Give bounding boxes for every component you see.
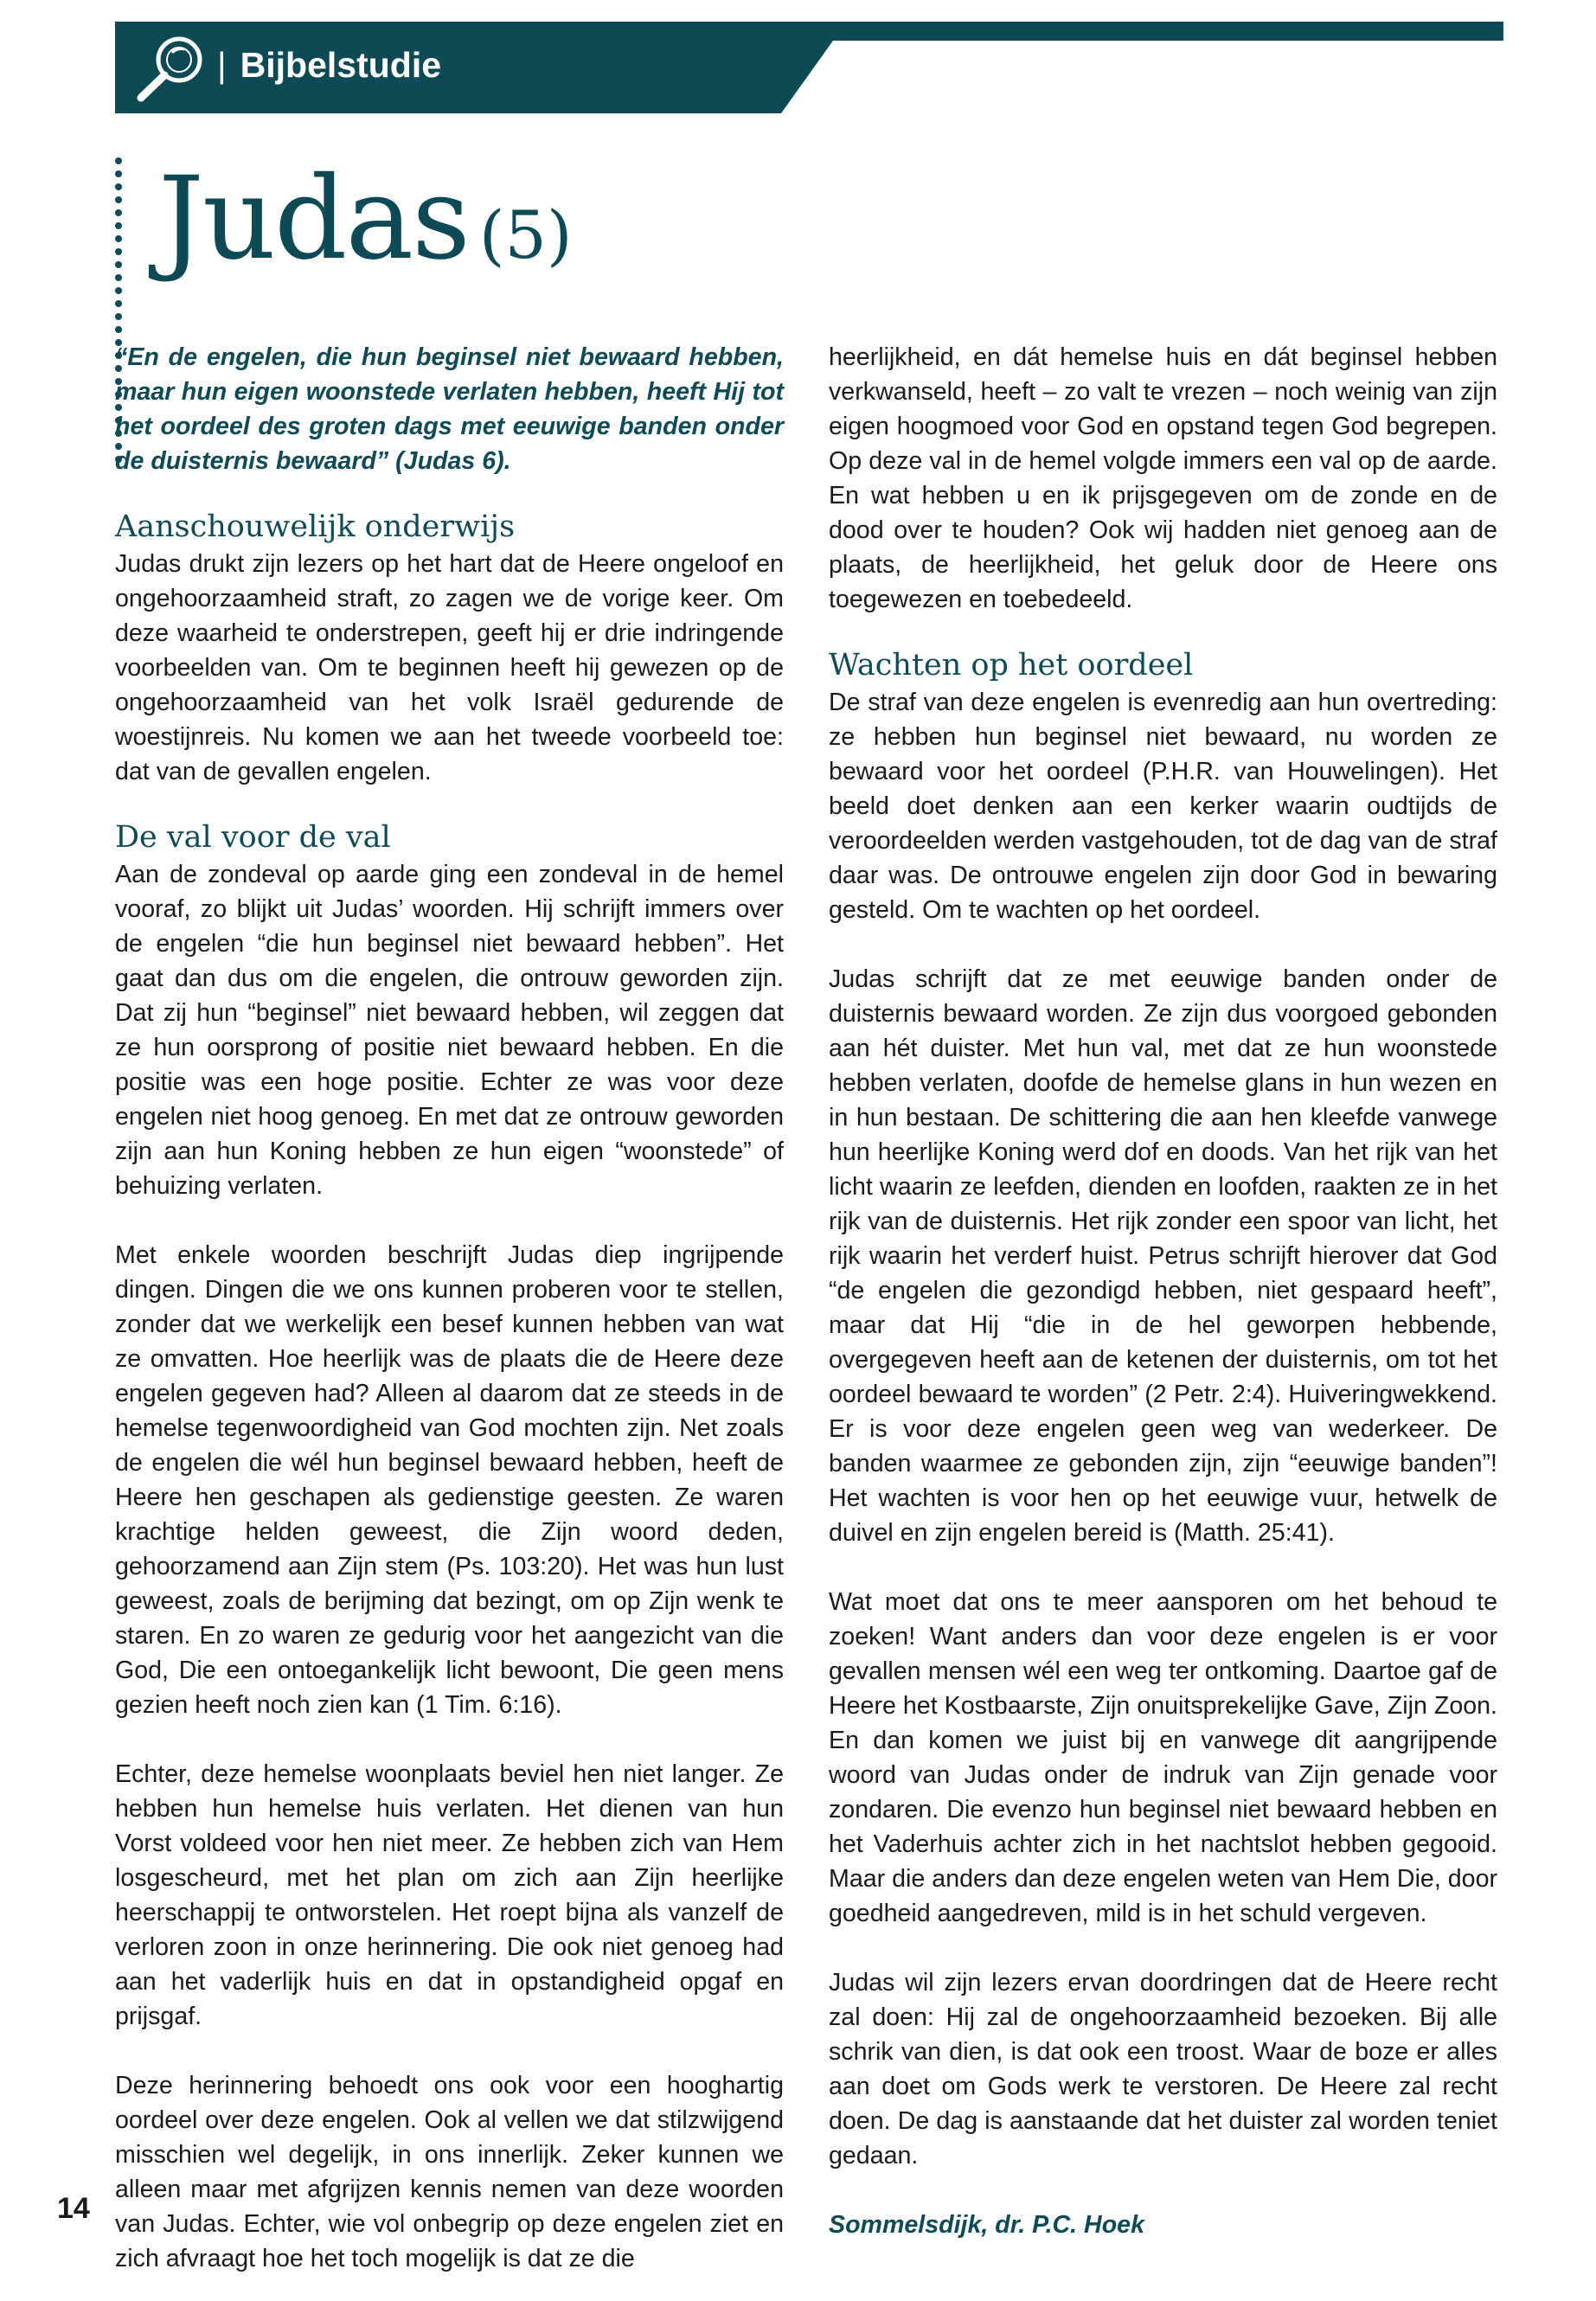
heading-de-val-voor-de-val: De val voor de val bbox=[115, 820, 391, 855]
section-label: Bijbelstudie bbox=[240, 45, 442, 85]
section-title bbox=[217, 39, 441, 91]
magnifier-icon bbox=[132, 32, 210, 105]
paragraph: Deze herinnering behoedt ons ook voor een hooghartig oordeel over deze engelen. Ook al vellen we dat stilzwijgend misschien wel degelijk, in ons innerlijk. Zeker kunnen we alleen maar met afgrijzen kennis nemen van deze woorden van Judas. Echter, wie vol onbegrip op deze engelen ziet en zich afvraagt hoe het toch mogelijk is dat ze die bbox=[115, 2072, 784, 2272]
right-column bbox=[829, 340, 1497, 2242]
paragraph: Judas wil zijn lezers ervan doordringen dat de Heere recht zal doen: Hij zal de ongehoorzaamheid bezoeken. Bij alle schrik van dien, is dat ook een troost. Waar de boze er alles aan doet om Gods werk te verstoren. De Heere zal recht doen. De dag is aanstaande dat het duister zal worden teniet gedaan. bbox=[829, 1969, 1497, 2170]
paragraph: Met enkele woorden beschrijft Judas diep ingrijpende dingen. Dingen die we ons kunnen proberen voor te stellen, zonder dat we werkelijk een besef kunnen hebben van wat ze omvatten. Hoe heerlijk was de plaats die de Heere deze engelen gegeven had? Alleen al daarom dat ze steeds in de hemelse tegenwoordigheid van God mochten zijn. Net zoals de engelen die wél hun beginsel bewaard hebben, heeft de Heere hen geschapen als gedienstige geesten. Ze waren krachtige helden geweest, die Zijn woord deden, gehoorzamend aan Zijn stem (Ps. 103:20). Het was hun lust geweest, zoals de berijming dat bezingt, om op Zijn wenk te staren. En zo waren ze gedurig voor het aangezicht van die God, Die een ontoegankelijk licht bewoont, Die geen mens gezien heeft noch zien kan (1 Tim. 6:16). bbox=[115, 1241, 784, 1719]
paragraph: Judas drukt zijn lezers op het hart dat de Heere ongeloof en ongehoorzaamheid straft, zo zagen we de vorige keer. Om deze waarheid te onderstrepen, geeft hij er drie indringende voorbeelden van. Om te beginnen heeft hij gewezen op de ongehoorzaamheid van het volk Israël gedurende de woestijnreis. Nu komen we aan het tweede voorbeeld toe: dat van de gevallen engelen. bbox=[115, 550, 784, 785]
article-title-number: (5) bbox=[478, 196, 573, 273]
paragraph: Judas schrijft dat ze met eeuwige banden onder de duisternis bewaard worden. Ze zijn dus voorgoed gebonden aan hét duister. Met hun val, met dat ze hun woonstede hebben verlaten, doofde de hemelse glans in hun wezen en in hun bestaan. De schittering die aan hen kleefde vanwege hun heerlijke Koning werd dof en doods. Van het rijk van het licht waarin ze leefden, dienden en loofden, raakten ze in het rijk van de duisternis. Het rijk zonder een spoor van licht, het rijk waarin het verderf huist. Petrus schrijft hierover dat God “de engelen die gezondigd hebben, niet gespaard heeft”, maar dat Hij “die in de hel geworpen hebbende, overgegeven heeft aan de ketenen der duisternis, om tot het oordeel bewaard te worden” (2 Petr. 2:4). Huiveringwekkend. Er is voor deze engelen geen weg van wederkeer. De banden waarmee ze gebonden zijn, zijn “eeuwige banden”! Het wachten is voor hen op het eeuwige vuur, hetwelk de duivel en zijn engelen bereid is (Matth. 25:41). bbox=[829, 965, 1497, 1547]
heading-aanschouwelijk-onderwijs: Aanschouwelijk onderwijs bbox=[115, 510, 516, 544]
paragraph: Aan de zondeval op aarde ging een zondeval in de hemel vooraf, zo blijkt uit Judas’ woorden. Hij schrijft immers over de engelen “die hun beginsel niet bewaard hebben”. Het gaat dan dus om die engelen, die ontrouw geworden zijn. Dat zij hun “beginsel” niet bewaard hebben, wil zeggen dat ze hun oorsprong of positie niet bewaard hebben. En die positie was een hoge positie. Echter ze was voor deze engelen niet hoog genoeg. En met dat ze ontrouw geworden zijn aan hun Koning hebben ze hun eigen “woonstede” of behuizing verlaten. bbox=[115, 861, 784, 1200]
paragraph: heerlijkheid, en dát hemelse huis en dát beginsel hebben verkwanseld, heeft – zo valt te vrezen – noch weinig van zijn eigen hoogmoed voor God en opstand tegen God begrepen. Op deze val in de hemel volgde immers een val op de aarde. En wat hebben u en ik prijsgegeven om de zonde en de dood over te houden? Ook wij hadden niet genoeg aan de plaats, de heerlijkheid, het geluk door de Heere ons toegewezen en toebedeeld. bbox=[829, 343, 1497, 613]
left-column bbox=[115, 340, 784, 2276]
paragraph: Wat moet dat ons te meer aansporen om het behoud te zoeken! Want anders dan voor deze engelen is er voor gevallen mensen wél een weg ter ontkoming. Daartoe gaf de Heere het Kostbaarste, Zijn onuitsprekelijke Gave, Zijn Zoon. En dan komen we juist bij en vanwege dit aangrijpende woord van Judas onder de indruk van Zijn genade voor zondaren. Die evenzo hun beginsel niet bewaard hebben en het Vaderhuis achter zich in het nachtslot hebben gegooid. Maar die anders dan deze engelen weten van Hem Die, door goedheid aangedreven, mild is in het schuld vergeven. bbox=[829, 1588, 1497, 1927]
article-title bbox=[158, 154, 573, 300]
paragraph: Echter, deze hemelse woonplaats beviel hen niet langer. Ze hebben hun hemelse huis verlaten. Het dienen van hun Vorst voldeed voor hen niet meer. Ze hebben zich van Hem losgescheurd, met het plan om zich aan Zijn heerlijke heerschappij te ontworstelen. Het roept bijna als vanzelf de verloren zoon in onze herinnering. Die ook niet genoeg had aan het vaderlijk huis en dat in opstandigheid opgaf en prijsgaf. bbox=[115, 1760, 784, 2030]
author-signature: Sommelsdijk, dr. P.C. Hoek bbox=[829, 2211, 1144, 2239]
article-title-main: Judas bbox=[158, 152, 469, 285]
title-separator: | bbox=[217, 45, 227, 85]
page-number: 14 bbox=[57, 2192, 90, 2225]
heading-wachten-op-het-oordeel: Wachten op het oordeel bbox=[829, 648, 1194, 683]
paragraph: De straf van deze engelen is evenredig aan hun overtreding: ze hebben hun beginsel niet bewaard, nu worden ze bewaard voor het oordeel (P.H.R. van Houwelingen). Het beeld doet denken aan een kerker waarin oudtijds de veroordeelden werden vastgehouden, tot de dag van de straf daar was. De ontrouwe engelen zijn door God in bewaring gesteld. Om te wachten op het oordeel. bbox=[829, 689, 1497, 924]
intro-quote: “En de engelen, die hun beginsel niet bewaard hebben, maar hun eigen woonstede verlaten hebben, heeft Hij tot het oordeel des groten dags met eeuwige banden onder de duisternis bewaard” (Judas 6). bbox=[115, 343, 784, 475]
section-banner bbox=[115, 22, 1503, 117]
